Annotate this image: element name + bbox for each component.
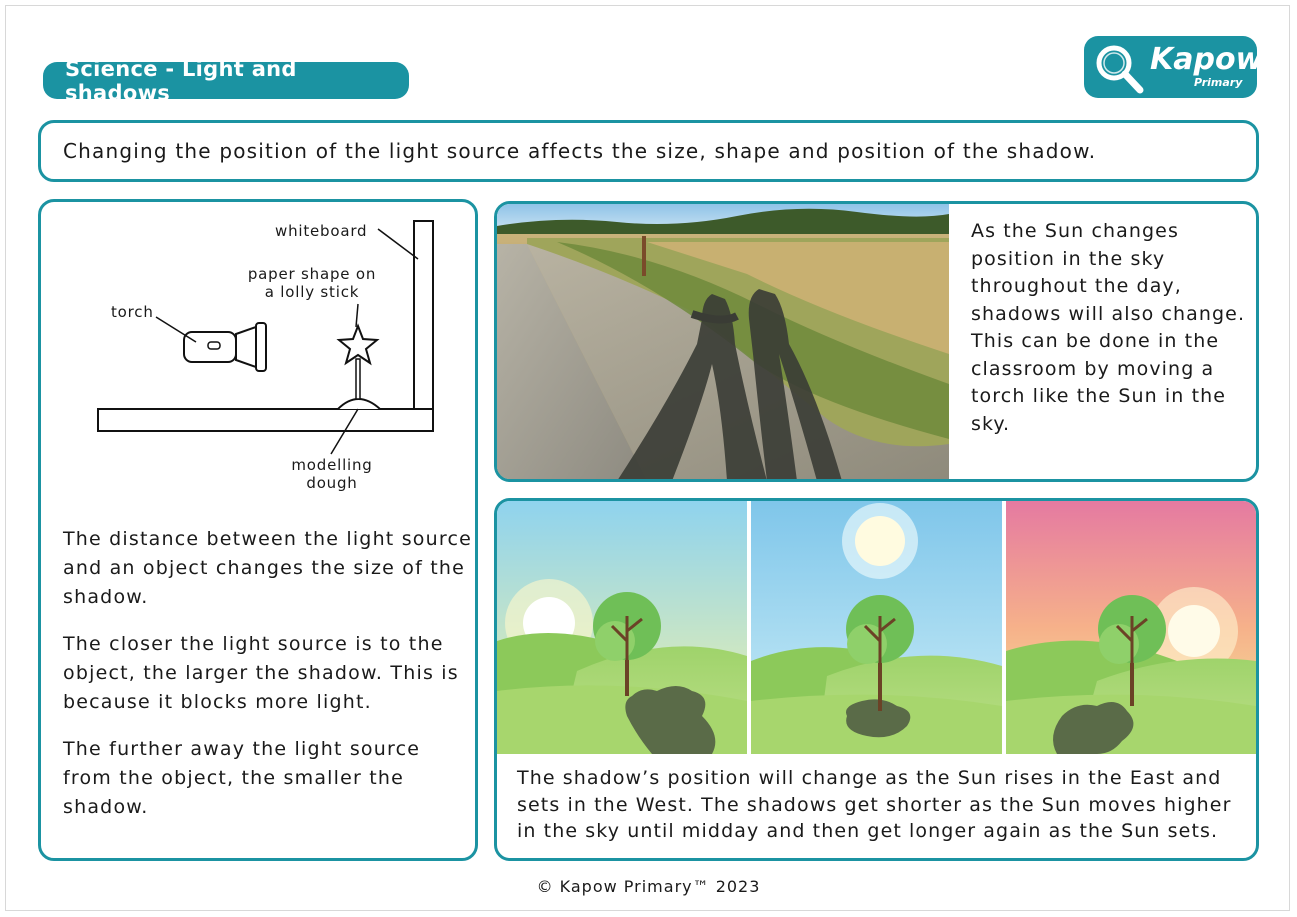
logo-subtext: Primary: [1194, 76, 1243, 89]
shadow-photo: [497, 204, 949, 481]
intro-box: [38, 120, 1259, 182]
torch-diagram: [38, 199, 478, 499]
photo-text: As the Sun changes position in the sky throughout the day, shadows will also change. This can be done in the classroom by moving a torch like the Sun in the sky.: [971, 220, 1246, 435]
label-whiteboard: whiteboard: [275, 222, 368, 240]
label-paper-shape: [237, 265, 387, 301]
label-dough-line1: modelling: [291, 456, 373, 474]
left-paragraph-1: The distance between the light source and an object changes the size of the shadow.: [63, 528, 472, 608]
magnifier-icon: [1090, 36, 1150, 98]
footer-copyright: © Kapow Primary™ 2023: [536, 877, 761, 896]
page-title: Science - Light and shadows: [43, 62, 409, 99]
photo-panel: [494, 201, 1259, 482]
left-text: [63, 525, 473, 840]
label-torch: torch: [111, 303, 154, 321]
label-dough: [277, 456, 387, 492]
label-dough-line2: dough: [306, 474, 358, 492]
diagram-panel: [38, 199, 478, 861]
sun-panel: [494, 498, 1259, 861]
sun-path-illustration: [497, 501, 1256, 754]
label-paper-shape-line2: a lolly stick: [264, 283, 360, 301]
logo-text: Kapow: [1150, 42, 1264, 77]
left-paragraph-3: The further away the light source from the object, the smaller the shadow.: [63, 738, 421, 818]
intro-text: Changing the position of the light source affects the size, shape and position of the shadow.: [63, 139, 1097, 163]
sun-text: The shadow’s position will change as the Sun rises in the East and sets in the West. The shadows get shorter as the Sun moves higher in the sky until midday and then get longer again as the Sun sets.: [517, 767, 1232, 842]
left-paragraph-2: The closer the light source is to the object, the larger the shadow. This is because it blocks more light.: [63, 633, 459, 713]
label-paper-shape-line1: paper shape on: [247, 265, 377, 283]
kapow-logo: [1084, 36, 1264, 98]
